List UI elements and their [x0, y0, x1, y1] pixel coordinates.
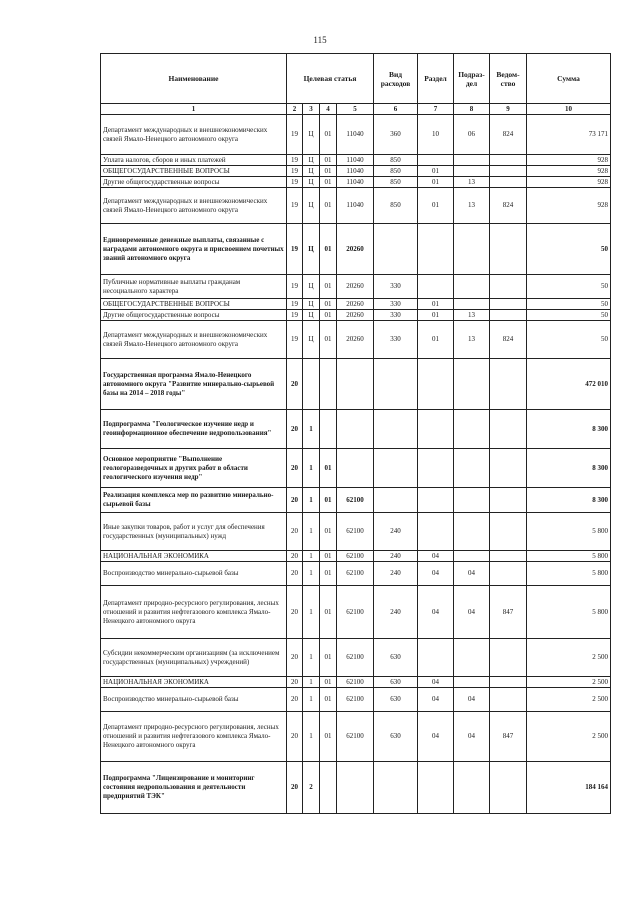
table-row: [101, 321, 611, 359]
section: [418, 513, 454, 551]
department-code: 824: [490, 188, 527, 224]
expense-type: 330: [374, 321, 418, 359]
target-code-4: 20260: [337, 299, 374, 310]
col-num: 10: [527, 104, 611, 115]
target-code-1: 19: [287, 115, 303, 155]
expense-type: [374, 449, 418, 488]
amount: 50: [527, 299, 611, 310]
target-code-4: 20260: [337, 321, 374, 359]
budget-table: [100, 53, 611, 814]
section: [418, 275, 454, 299]
section: 01: [418, 188, 454, 224]
table-row: [101, 639, 611, 677]
subsection: 13: [454, 321, 490, 359]
target-code-4: 20260: [337, 275, 374, 299]
target-code-4: 62100: [337, 562, 374, 586]
subsection: [454, 639, 490, 677]
target-code-2: 1: [303, 586, 320, 639]
department-code: 847: [490, 712, 527, 762]
amount: 2 500: [527, 677, 611, 688]
header-sum: Сумма: [527, 54, 611, 104]
table-row: [101, 166, 611, 177]
target-code-2: Ц: [303, 115, 320, 155]
row-name: Департамент природно-ресурсного регулирования, лесных отношений и развития нефтегазового комплекса Ямало-Ненецкого автономного округа: [101, 586, 287, 639]
target-code-4: 62100: [337, 586, 374, 639]
target-code-3: 01: [320, 488, 337, 513]
expense-type: 240: [374, 562, 418, 586]
target-code-3: 01: [320, 712, 337, 762]
expense-type: 850: [374, 155, 418, 166]
target-code-3: 01: [320, 275, 337, 299]
subsection: [454, 275, 490, 299]
target-code-4: [337, 449, 374, 488]
expense-type: 630: [374, 639, 418, 677]
row-name: ОБЩЕГОСУДАРСТВЕННЫЕ ВОПРОСЫ: [101, 299, 287, 310]
expense-type: 330: [374, 299, 418, 310]
section: 01: [418, 310, 454, 321]
target-code-4: 62100: [337, 677, 374, 688]
target-code-4: 11040: [337, 166, 374, 177]
target-code-2: 1: [303, 688, 320, 712]
subsection: [454, 677, 490, 688]
row-name: Реализация комплекса мер по развитию минерально-сырьевой базы: [101, 488, 287, 513]
target-code-2: 1: [303, 513, 320, 551]
table-row: [101, 449, 611, 488]
subsection: 04: [454, 712, 490, 762]
col-num: 9: [490, 104, 527, 115]
target-code-3: 01: [320, 562, 337, 586]
expense-type: 240: [374, 551, 418, 562]
header-expense-type: Вид расходов: [374, 54, 418, 104]
section: [418, 762, 454, 814]
subsection: [454, 762, 490, 814]
amount: 50: [527, 310, 611, 321]
table-row: [101, 310, 611, 321]
table-row: [101, 586, 611, 639]
target-code-1: 20: [287, 688, 303, 712]
amount: 928: [527, 177, 611, 188]
table-row: [101, 299, 611, 310]
target-code-2: Ц: [303, 310, 320, 321]
amount: 184 164: [527, 762, 611, 814]
target-code-3: 01: [320, 115, 337, 155]
target-code-3: 01: [320, 677, 337, 688]
subsection: [454, 551, 490, 562]
row-name: НАЦИОНАЛЬНАЯ ЭКОНОМИКА: [101, 677, 287, 688]
subsection: [454, 224, 490, 275]
table-row: [101, 688, 611, 712]
target-code-1: 20: [287, 712, 303, 762]
target-code-1: 20: [287, 762, 303, 814]
amount: 472 010: [527, 359, 611, 410]
table-row: [101, 275, 611, 299]
expense-type: [374, 410, 418, 449]
target-code-4: [337, 410, 374, 449]
section: 10: [418, 115, 454, 155]
department-code: [490, 449, 527, 488]
target-code-2: Ц: [303, 224, 320, 275]
row-name: Другие общегосударственные вопросы: [101, 310, 287, 321]
section: [418, 639, 454, 677]
target-code-4: 11040: [337, 155, 374, 166]
expense-type: [374, 359, 418, 410]
row-name: ОБЩЕГОСУДАРСТВЕННЫЕ ВОПРОСЫ: [101, 166, 287, 177]
department-code: [490, 513, 527, 551]
table-row: [101, 712, 611, 762]
row-name: Иные закупки товаров, работ и услуг для обеспечения государственных (муниципальных) нужд: [101, 513, 287, 551]
amount: 2 500: [527, 712, 611, 762]
subsection: [454, 359, 490, 410]
amount: 928: [527, 166, 611, 177]
amount: 50: [527, 275, 611, 299]
subsection: 13: [454, 177, 490, 188]
table-row: [101, 188, 611, 224]
section: 01: [418, 177, 454, 188]
department-code: 824: [490, 321, 527, 359]
target-code-1: 19: [287, 310, 303, 321]
amount: 50: [527, 224, 611, 275]
target-code-4: 62100: [337, 488, 374, 513]
section: 04: [418, 551, 454, 562]
target-code-4: [337, 359, 374, 410]
col-num: 3: [303, 104, 320, 115]
section: 04: [418, 712, 454, 762]
row-name: Другие общегосударственные вопросы: [101, 177, 287, 188]
subsection: [454, 166, 490, 177]
subsection: [454, 513, 490, 551]
table-row: [101, 115, 611, 155]
department-code: [490, 166, 527, 177]
table-row: [101, 359, 611, 410]
department-code: [490, 677, 527, 688]
amount: 73 171: [527, 115, 611, 155]
expense-type: 240: [374, 586, 418, 639]
subsection: 13: [454, 310, 490, 321]
expense-type: 240: [374, 513, 418, 551]
target-code-2: Ц: [303, 188, 320, 224]
target-code-4: 20260: [337, 224, 374, 275]
target-code-3: 01: [320, 513, 337, 551]
target-code-4: 62100: [337, 639, 374, 677]
target-code-4: 11040: [337, 115, 374, 155]
section: 01: [418, 166, 454, 177]
header-target-article: Целевая статья: [287, 54, 374, 104]
amount: 928: [527, 188, 611, 224]
target-code-3: 01: [320, 586, 337, 639]
target-code-1: 19: [287, 224, 303, 275]
target-code-3: 01: [320, 310, 337, 321]
target-code-1: 19: [287, 275, 303, 299]
department-code: [490, 224, 527, 275]
col-num: 1: [101, 104, 287, 115]
expense-type: 850: [374, 188, 418, 224]
target-code-4: 62100: [337, 551, 374, 562]
table-row: [101, 762, 611, 814]
target-code-1: 19: [287, 155, 303, 166]
expense-type: 630: [374, 688, 418, 712]
target-code-1: 19: [287, 299, 303, 310]
department-code: [490, 762, 527, 814]
department-code: 847: [490, 586, 527, 639]
target-code-4: 11040: [337, 177, 374, 188]
subsection: [454, 299, 490, 310]
target-code-3: 01: [320, 188, 337, 224]
column-number-row: [101, 104, 611, 115]
row-name: Публичные нормативные выплаты гражданам несоциального характера: [101, 275, 287, 299]
subsection: [454, 488, 490, 513]
section: [418, 488, 454, 513]
amount: 928: [527, 155, 611, 166]
department-code: [490, 359, 527, 410]
expense-type: 630: [374, 677, 418, 688]
table-row: [101, 177, 611, 188]
target-code-3: 01: [320, 299, 337, 310]
header-row: [101, 54, 611, 104]
row-name: Государственная программа Ямало-Ненецкого автономного округа "Развитие минерально-сырьевой базы на 2014 – 2018 годы": [101, 359, 287, 410]
section: 04: [418, 677, 454, 688]
subsection: [454, 449, 490, 488]
target-code-3: 01: [320, 155, 337, 166]
subsection: 04: [454, 562, 490, 586]
section: 01: [418, 299, 454, 310]
target-code-3: [320, 410, 337, 449]
target-code-1: 19: [287, 166, 303, 177]
department-code: [490, 177, 527, 188]
section: 01: [418, 321, 454, 359]
target-code-2: 1: [303, 488, 320, 513]
target-code-1: 19: [287, 188, 303, 224]
col-num: 4: [320, 104, 337, 115]
target-code-2: 1: [303, 449, 320, 488]
target-code-2: Ц: [303, 321, 320, 359]
target-code-2: 2: [303, 762, 320, 814]
department-code: 824: [490, 115, 527, 155]
row-name: Воспроизводство минерально-сырьевой базы: [101, 562, 287, 586]
table-row: [101, 677, 611, 688]
target-code-2: 1: [303, 562, 320, 586]
target-code-3: 01: [320, 551, 337, 562]
target-code-4: 20260: [337, 310, 374, 321]
col-num: 8: [454, 104, 490, 115]
department-code: [490, 639, 527, 677]
amount: 8 300: [527, 449, 611, 488]
target-code-3: 01: [320, 224, 337, 275]
department-code: [490, 551, 527, 562]
amount: 8 300: [527, 410, 611, 449]
row-name: НАЦИОНАЛЬНАЯ ЭКОНОМИКА: [101, 551, 287, 562]
amount: 5 800: [527, 513, 611, 551]
col-num: 2: [287, 104, 303, 115]
target-code-2: Ц: [303, 275, 320, 299]
target-code-2: 1: [303, 551, 320, 562]
header-section: Раздел: [418, 54, 454, 104]
row-name: Департамент международных и внешнеэкономических связей Ямало-Ненецкого автономного округа: [101, 115, 287, 155]
table-row: [101, 513, 611, 551]
section: 04: [418, 562, 454, 586]
expense-type: 850: [374, 166, 418, 177]
header-name: Наименование: [101, 54, 287, 104]
expense-type: [374, 762, 418, 814]
table-row: [101, 224, 611, 275]
subsection: 04: [454, 688, 490, 712]
target-code-1: 20: [287, 586, 303, 639]
section: 04: [418, 586, 454, 639]
target-code-3: 01: [320, 688, 337, 712]
header-subsection: Подраз-дел: [454, 54, 490, 104]
amount: 5 800: [527, 551, 611, 562]
department-code: [490, 410, 527, 449]
page-number: 115: [313, 35, 327, 45]
expense-type: 330: [374, 310, 418, 321]
target-code-1: 19: [287, 321, 303, 359]
target-code-1: 20: [287, 677, 303, 688]
target-code-3: 01: [320, 639, 337, 677]
subsection: 13: [454, 188, 490, 224]
department-code: [490, 688, 527, 712]
table-row: [101, 155, 611, 166]
amount: 50: [527, 321, 611, 359]
amount: 5 800: [527, 562, 611, 586]
target-code-1: 20: [287, 639, 303, 677]
target-code-3: 01: [320, 321, 337, 359]
section: [418, 224, 454, 275]
target-code-2: 1: [303, 677, 320, 688]
row-name: Воспроизводство минерально-сырьевой базы: [101, 688, 287, 712]
row-name: Департамент природно-ресурсного регулирования, лесных отношений и развития нефтегазового комплекса Ямало-Ненецкого автономного округа: [101, 712, 287, 762]
amount: 2 500: [527, 688, 611, 712]
department-code: [490, 299, 527, 310]
table-row: [101, 562, 611, 586]
expense-type: 630: [374, 712, 418, 762]
target-code-4: 62100: [337, 712, 374, 762]
expense-type: 360: [374, 115, 418, 155]
section: [418, 410, 454, 449]
row-name: Подпрограмма "Лицензирование и мониторинг состояния недропользования и деятельности предприятий ТЭК": [101, 762, 287, 814]
target-code-1: 20: [287, 410, 303, 449]
section: [418, 449, 454, 488]
subsection: 06: [454, 115, 490, 155]
target-code-4: 62100: [337, 513, 374, 551]
subsection: [454, 155, 490, 166]
target-code-3: [320, 762, 337, 814]
expense-type: [374, 224, 418, 275]
department-code: [490, 488, 527, 513]
target-code-2: [303, 359, 320, 410]
target-code-2: Ц: [303, 177, 320, 188]
expense-type: 850: [374, 177, 418, 188]
row-name: Департамент международных и внешнеэкономических связей Ямало-Ненецкого автономного округа: [101, 188, 287, 224]
target-code-2: 1: [303, 639, 320, 677]
target-code-4: 11040: [337, 188, 374, 224]
target-code-1: 19: [287, 177, 303, 188]
section: [418, 155, 454, 166]
target-code-1: 20: [287, 513, 303, 551]
target-code-1: 20: [287, 562, 303, 586]
target-code-3: 01: [320, 449, 337, 488]
amount: 8 300: [527, 488, 611, 513]
row-name: Департамент международных и внешнеэкономических связей Ямало-Ненецкого автономного округа: [101, 321, 287, 359]
target-code-1: 20: [287, 488, 303, 513]
department-code: [490, 310, 527, 321]
row-name: Субсидии некоммерческим организациям (за исключением государственных (муниципальных) учреждений): [101, 639, 287, 677]
section: [418, 359, 454, 410]
target-code-2: Ц: [303, 166, 320, 177]
target-code-4: 62100: [337, 688, 374, 712]
expense-type: 330: [374, 275, 418, 299]
target-code-1: 20: [287, 449, 303, 488]
target-code-2: Ц: [303, 155, 320, 166]
department-code: [490, 155, 527, 166]
subsection: [454, 410, 490, 449]
target-code-3: 01: [320, 177, 337, 188]
department-code: [490, 562, 527, 586]
subsection: 04: [454, 586, 490, 639]
target-code-1: 20: [287, 359, 303, 410]
expense-type: [374, 488, 418, 513]
table-row: [101, 488, 611, 513]
col-num: 5: [337, 104, 374, 115]
target-code-2: Ц: [303, 299, 320, 310]
col-num: 7: [418, 104, 454, 115]
target-code-1: 20: [287, 551, 303, 562]
col-num: 6: [374, 104, 418, 115]
section: 04: [418, 688, 454, 712]
target-code-2: 1: [303, 410, 320, 449]
target-code-3: [320, 359, 337, 410]
table-row: [101, 551, 611, 562]
department-code: [490, 275, 527, 299]
header-department: Ведом-ство: [490, 54, 527, 104]
row-name: Единовременные денежные выплаты, связанные с наградами автономного округа и присвоением почетных званий автономного округа: [101, 224, 287, 275]
table-row: [101, 410, 611, 449]
target-code-2: 1: [303, 712, 320, 762]
target-code-3: 01: [320, 166, 337, 177]
row-name: Подпрограмма "Геологическое изучение недр и геоинформационное обеспечение недропользования": [101, 410, 287, 449]
row-name: Основное мероприятие "Выполнение геологоразведочных и других работ в области геологического изучения недр": [101, 449, 287, 488]
target-code-4: [337, 762, 374, 814]
row-name: Уплата налогов, сборов и иных платежей: [101, 155, 287, 166]
amount: 2 500: [527, 639, 611, 677]
amount: 5 800: [527, 586, 611, 639]
